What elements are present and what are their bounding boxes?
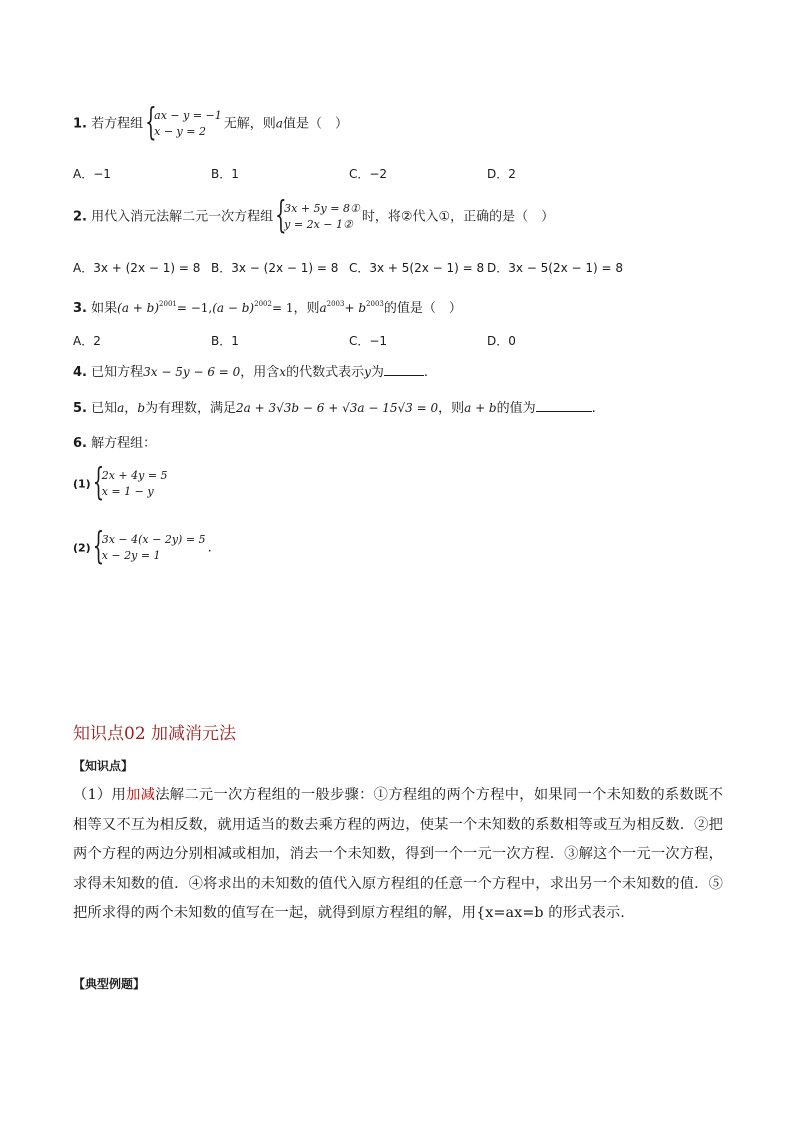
- question-text: .: [423, 365, 429, 380]
- exponent: 2001: [159, 300, 177, 308]
- question-number: 6.: [73, 436, 87, 451]
- option-a[interactable]: A．3x + (2x − 1) = 8: [73, 261, 201, 275]
- question-text: 时，将②代入①，正确的是（ ）: [361, 209, 555, 225]
- option-d[interactable]: D．0: [487, 334, 516, 348]
- question-text: 值是（ ）: [282, 116, 348, 132]
- exponent: 2003: [326, 300, 345, 308]
- question-text: 已知方程: [91, 365, 144, 380]
- equation: 2x + 4y = 5: [101, 469, 168, 482]
- question-text: 为: [370, 365, 384, 380]
- option-b[interactable]: B．3x − (2x − 1) = 8: [211, 261, 339, 275]
- question-text: 为有理数，满足: [145, 401, 237, 416]
- option-a[interactable]: A．−1: [73, 167, 111, 181]
- exponent: 2003: [366, 300, 384, 308]
- question-4: [73, 363, 428, 381]
- question-6-part-2: [73, 524, 212, 569]
- question-number: 2.: [73, 209, 87, 225]
- option-b[interactable]: B．1: [211, 167, 239, 181]
- question-2: [73, 193, 555, 238]
- option-a[interactable]: A．2: [73, 334, 101, 348]
- examples-tag: 【典型例题】: [73, 977, 146, 991]
- question-text: 如果: [91, 301, 118, 316]
- question-text: 若方程组: [91, 116, 144, 132]
- math-expression: (a + b): [117, 301, 160, 315]
- equation-system: [92, 524, 206, 569]
- option-c[interactable]: C．−1: [349, 334, 388, 348]
- question-text: 的值为: [496, 401, 536, 416]
- exponent: 2002: [254, 300, 272, 308]
- math-expression: + b: [344, 301, 367, 315]
- question-text: 用代入消元法解二元一次方程组: [91, 209, 274, 225]
- question-text: .: [591, 401, 596, 416]
- question-6: [73, 436, 156, 452]
- math-variable: x: [279, 365, 287, 379]
- equation-system: [92, 460, 168, 505]
- equation: 3x + 5y = 8①: [284, 202, 360, 215]
- math-variable: a: [275, 116, 283, 131]
- question-1: [73, 100, 348, 145]
- question-number: 1.: [73, 116, 87, 132]
- brace-symbol: {: [92, 524, 105, 569]
- option-d[interactable]: D．2: [487, 167, 516, 181]
- math-expression: = −1,: [176, 301, 213, 315]
- option-c[interactable]: C．3x + 5(2x − 1) = 8: [349, 261, 485, 275]
- question-text: 无解，则: [223, 116, 276, 132]
- paragraph-text: （1）用: [73, 787, 127, 803]
- math-variable: a: [117, 401, 125, 415]
- knowledge-tag: 【知识点】: [73, 759, 134, 773]
- math-variable: y: [364, 365, 371, 379]
- option-b[interactable]: B．1: [211, 334, 239, 348]
- equation-system: [145, 100, 222, 145]
- knowledge-paragraph: [73, 781, 723, 929]
- question-text: ，: [124, 401, 138, 416]
- math-expression: = 1: [271, 301, 294, 315]
- question-text: 的代数式表示: [286, 365, 365, 380]
- brace-symbol: {: [92, 460, 105, 505]
- question-text: 已知: [91, 401, 118, 416]
- question-text: 的值是（ ）: [383, 301, 462, 316]
- math-expression: a + b: [464, 401, 497, 415]
- question-text: ，则: [293, 301, 320, 316]
- question-text: 解方程组：: [91, 436, 157, 451]
- question-5: [73, 399, 596, 417]
- question-text: .: [207, 540, 212, 556]
- answer-blank[interactable]: [384, 363, 424, 376]
- brace-symbol: {: [275, 193, 287, 238]
- equation: x = 1 − y: [101, 485, 154, 498]
- question-3: [73, 296, 462, 317]
- math-expression: 3x − 5y − 6 = 0: [143, 365, 241, 379]
- math-expression: 2a + 3√3b − 6 + √3a − 15√3 = 0: [236, 401, 439, 415]
- question-text: ，用含: [240, 365, 280, 380]
- math-variable: a: [319, 301, 327, 315]
- equation: x − 2y = 1: [101, 549, 161, 562]
- question-text: ，则: [438, 401, 465, 416]
- equation-system: [275, 193, 360, 238]
- question-number: 5.: [73, 401, 87, 416]
- answer-blank[interactable]: [536, 399, 592, 412]
- part-label: (1): [73, 477, 91, 491]
- section-title: 知识点02 加减消元法: [73, 724, 237, 744]
- highlighted-term: 加减: [126, 787, 156, 803]
- part-label: (2): [73, 541, 91, 555]
- equation: x − y = 2: [154, 125, 206, 138]
- equation: 3x − 4(x − 2y) = 5: [101, 533, 206, 546]
- question-6-part-1: [73, 460, 170, 505]
- question-number: 3.: [73, 301, 87, 316]
- math-expression: (a − b): [212, 301, 255, 315]
- equation: y = 2x − 1②: [284, 218, 353, 231]
- equation: ax − y = −1: [154, 109, 222, 122]
- math-variable: b: [137, 401, 145, 415]
- option-d[interactable]: D．3x − 5(2x − 1) = 8: [487, 261, 624, 275]
- paragraph-text: 法解二元一次方程组的一般步骤：①方程组的两个方程中，如果同一个未知数的系数既不相等又不互为相反数，就用适当的数去乘方程的两边，使某一个未知数的系数相等或互为相反数．②把两个方程的两边分别相减或相加，消去一个未知数，得到一个一元一次方程．③解这个一元一次方程，求得未知数的值．④将求出的未知数的值代入原方程组的任意一个方程中，求出另一个未知数的值．⑤把所求得的两个未知数的值写在一起，就得到原方程组的解，用{x=ax=b 的形式表示.: [73, 787, 724, 921]
- option-c[interactable]: C．−2: [349, 167, 388, 181]
- question-number: 4.: [73, 365, 87, 380]
- brace-symbol: {: [145, 100, 157, 145]
